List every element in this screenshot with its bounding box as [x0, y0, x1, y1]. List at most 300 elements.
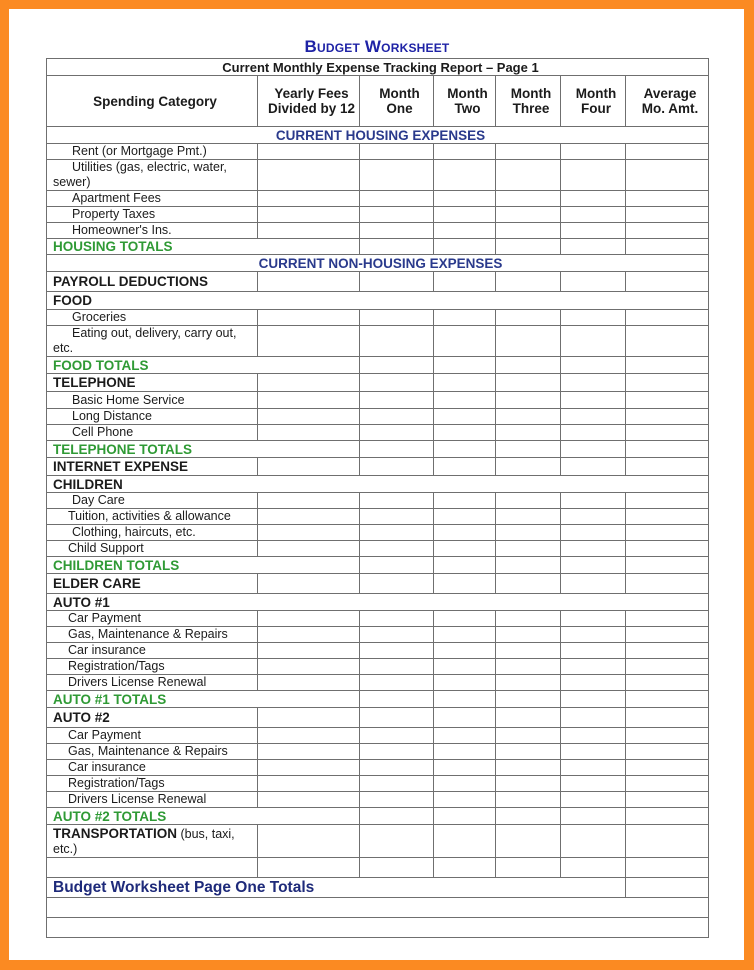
- cell-month-four[interactable]: [561, 191, 626, 207]
- report-title: Current Monthly Expense Tracking Report – Page 1: [47, 59, 709, 76]
- totals-row-children: [47, 557, 709, 574]
- row-label: Drivers License Renewal: [47, 792, 258, 808]
- col-header-month-one: Month One: [360, 76, 434, 127]
- cell-yearly[interactable]: [258, 509, 360, 525]
- cell-month-four[interactable]: [561, 659, 626, 675]
- cell-month-two[interactable]: [434, 223, 496, 239]
- row-label: Cell Phone: [47, 425, 258, 441]
- group-header-auto-2: [47, 708, 709, 728]
- cell-month-four[interactable]: [561, 392, 626, 409]
- cell-month-four[interactable]: [561, 691, 626, 708]
- cell-month-three[interactable]: [496, 326, 561, 357]
- totals-label: HOUSING TOTALS: [47, 239, 360, 255]
- cell-yearly[interactable]: [258, 675, 360, 691]
- cell-month-three[interactable]: [496, 691, 561, 708]
- cell-month-one[interactable]: [360, 643, 434, 659]
- cell-month-one[interactable]: [360, 392, 434, 409]
- cell-month-two[interactable]: [434, 509, 496, 525]
- cell-average[interactable]: [626, 627, 709, 643]
- table-row: [47, 509, 709, 525]
- cell-month-three[interactable]: [496, 643, 561, 659]
- cell-month-one[interactable]: [360, 509, 434, 525]
- cell-month-four[interactable]: [561, 409, 626, 425]
- col-header-month-three: Month Three: [496, 76, 561, 127]
- row-label: Day Care: [47, 493, 258, 509]
- group-label: TELEPHONE: [47, 374, 258, 392]
- cell-yearly[interactable]: [258, 374, 360, 392]
- cell-yearly[interactable]: [258, 776, 360, 792]
- cell-month-four[interactable]: [561, 441, 626, 458]
- cell-month-four[interactable]: [561, 525, 626, 541]
- column-header-row: [47, 76, 709, 127]
- cell-average[interactable]: [626, 144, 709, 160]
- cell-average[interactable]: [626, 409, 709, 425]
- cell-month-one[interactable]: [360, 675, 434, 691]
- row-label: Registration/Tags: [47, 659, 258, 675]
- cell-month-four[interactable]: [561, 744, 626, 760]
- cell-yearly[interactable]: [258, 392, 360, 409]
- cell-month-three[interactable]: [496, 557, 561, 574]
- cell-month-three[interactable]: [496, 458, 561, 476]
- cell-month-three[interactable]: [496, 223, 561, 239]
- cell-average[interactable]: [626, 541, 709, 557]
- cell-month-three[interactable]: [496, 858, 561, 878]
- cell-month-one[interactable]: [360, 191, 434, 207]
- cell-month-three[interactable]: [496, 392, 561, 409]
- cell-yearly[interactable]: [258, 744, 360, 760]
- cell-month-three[interactable]: [496, 509, 561, 525]
- row-label: Groceries: [47, 310, 258, 326]
- cell-month-two[interactable]: [434, 675, 496, 691]
- cell-yearly[interactable]: [258, 493, 360, 509]
- cell-month-two[interactable]: [434, 160, 496, 191]
- cell-yearly[interactable]: [258, 574, 360, 594]
- group-label: CHILDREN: [47, 476, 709, 493]
- blank-cell[interactable]: [47, 918, 709, 938]
- cell-month-two[interactable]: [434, 272, 496, 292]
- cell-month-three[interactable]: [496, 191, 561, 207]
- cell-yearly[interactable]: [258, 728, 360, 744]
- cell-month-three[interactable]: [496, 760, 561, 776]
- cell-month-one[interactable]: [360, 207, 434, 223]
- cell-month-four[interactable]: [561, 144, 626, 160]
- cell-month-four[interactable]: [561, 557, 626, 574]
- cell-month-two[interactable]: [434, 392, 496, 409]
- cell-average[interactable]: [626, 728, 709, 744]
- cell-month-three[interactable]: [496, 574, 561, 594]
- cell-month-one[interactable]: [360, 744, 434, 760]
- table-row-transportation: [47, 825, 709, 858]
- section-title: CURRENT HOUSING EXPENSES: [47, 127, 709, 144]
- table-row: [47, 493, 709, 509]
- cell-average[interactable]: [626, 223, 709, 239]
- cell-month-two[interactable]: [434, 574, 496, 594]
- cell-month-four[interactable]: [561, 627, 626, 643]
- cell-month-two[interactable]: [434, 441, 496, 458]
- cell-month-three[interactable]: [496, 425, 561, 441]
- table-row: [47, 326, 709, 357]
- cell-average[interactable]: [626, 392, 709, 409]
- cell-yearly[interactable]: [258, 223, 360, 239]
- cell-average[interactable]: [626, 160, 709, 191]
- cell-month-one[interactable]: [360, 627, 434, 643]
- cell-month-two[interactable]: [434, 825, 496, 858]
- row-label: Tuition, activities & allowance: [47, 509, 258, 525]
- cell-month-four[interactable]: [561, 792, 626, 808]
- cell-average[interactable]: [626, 691, 709, 708]
- cell-month-one[interactable]: [360, 691, 434, 708]
- row-label: Registration/Tags: [47, 776, 258, 792]
- cell-month-one[interactable]: [360, 272, 434, 292]
- blank-row: [47, 898, 709, 918]
- cell-month-four[interactable]: [561, 858, 626, 878]
- table-row: [47, 223, 709, 239]
- cell-average[interactable]: [626, 509, 709, 525]
- cell-average[interactable]: [626, 792, 709, 808]
- cell-month-two[interactable]: [434, 728, 496, 744]
- totals-row-food: [47, 357, 709, 374]
- row-label: Eating out, delivery, carry out, etc.: [47, 326, 258, 357]
- cell-month-two[interactable]: [434, 776, 496, 792]
- cell-month-two[interactable]: [434, 792, 496, 808]
- cell-month-four[interactable]: [561, 776, 626, 792]
- cell-month-two[interactable]: [434, 239, 496, 255]
- table-row: [47, 776, 709, 792]
- cell-month-one[interactable]: [360, 425, 434, 441]
- cell-yearly[interactable]: [258, 611, 360, 627]
- cell-month-three[interactable]: [496, 792, 561, 808]
- cell-month-two[interactable]: [434, 374, 496, 392]
- cell-average[interactable]: [626, 207, 709, 223]
- cell-average[interactable]: [626, 659, 709, 675]
- cell-month-three[interactable]: [496, 144, 561, 160]
- cell-average[interactable]: [626, 191, 709, 207]
- cell-month-two[interactable]: [434, 357, 496, 374]
- col-header-average: Average Mo. Amt.: [626, 76, 709, 127]
- row-label[interactable]: [47, 858, 258, 878]
- cell-month-three[interactable]: [496, 825, 561, 858]
- cell-month-two[interactable]: [434, 760, 496, 776]
- cell-month-three[interactable]: [496, 441, 561, 458]
- row-label: Car insurance: [47, 643, 258, 659]
- cell-month-four[interactable]: [561, 760, 626, 776]
- cell-average[interactable]: [626, 441, 709, 458]
- cell-yearly[interactable]: [258, 525, 360, 541]
- cell-grand-total-average[interactable]: [626, 878, 709, 898]
- cell-average[interactable]: [626, 239, 709, 255]
- cell-yearly[interactable]: [258, 191, 360, 207]
- cell-month-one[interactable]: [360, 760, 434, 776]
- cell-month-three[interactable]: [496, 493, 561, 509]
- cell-average[interactable]: [626, 557, 709, 574]
- row-label: Rent (or Mortgage Pmt.): [47, 144, 258, 160]
- cell-month-four[interactable]: [561, 643, 626, 659]
- cell-month-four[interactable]: [561, 374, 626, 392]
- col-header-yearly: Yearly Fees Divided by 12: [258, 76, 360, 127]
- cell-month-two[interactable]: [434, 611, 496, 627]
- cell-month-one[interactable]: [360, 441, 434, 458]
- cell-month-two[interactable]: [434, 691, 496, 708]
- table-row: [47, 792, 709, 808]
- cell-month-two[interactable]: [434, 541, 496, 557]
- cell-average[interactable]: [626, 357, 709, 374]
- cell-average[interactable]: [626, 858, 709, 878]
- cell-month-one[interactable]: [360, 160, 434, 191]
- cell-average[interactable]: [626, 458, 709, 476]
- cell-month-four[interactable]: [561, 675, 626, 691]
- cell-month-three[interactable]: [496, 541, 561, 557]
- cell-month-two[interactable]: [434, 808, 496, 825]
- cell-average[interactable]: [626, 425, 709, 441]
- blank-row: [47, 918, 709, 938]
- cell-yearly[interactable]: [258, 708, 360, 728]
- cell-month-two[interactable]: [434, 191, 496, 207]
- section-title: CURRENT NON-HOUSING EXPENSES: [47, 255, 709, 272]
- cell-month-four[interactable]: [561, 425, 626, 441]
- cell-month-three[interactable]: [496, 776, 561, 792]
- cell-month-two[interactable]: [434, 425, 496, 441]
- cell-average[interactable]: [626, 760, 709, 776]
- section-band-non-housing: [47, 255, 709, 272]
- cell-month-one[interactable]: [360, 776, 434, 792]
- cell-yearly[interactable]: [258, 144, 360, 160]
- cell-month-two[interactable]: [434, 643, 496, 659]
- cell-month-four[interactable]: [561, 509, 626, 525]
- cell-month-three[interactable]: [496, 272, 561, 292]
- cell-month-four[interactable]: [561, 493, 626, 509]
- cell-month-three[interactable]: [496, 744, 561, 760]
- cell-yearly[interactable]: [258, 627, 360, 643]
- cell-month-one[interactable]: [360, 239, 434, 255]
- grand-total-label: Budget Worksheet Page One Totals: [47, 878, 626, 898]
- row-label: Car insurance: [47, 760, 258, 776]
- cell-month-one[interactable]: [360, 792, 434, 808]
- cell-month-four[interactable]: [561, 310, 626, 326]
- page-title: Budget Worksheet: [304, 37, 450, 56]
- cell-average[interactable]: [626, 744, 709, 760]
- cell-month-three[interactable]: [496, 627, 561, 643]
- cell-month-four[interactable]: [561, 223, 626, 239]
- cell-month-one[interactable]: [360, 223, 434, 239]
- row-label: Utilities (gas, electric, water, sewer): [47, 160, 258, 191]
- cell-yearly[interactable]: [258, 760, 360, 776]
- table-row-blank: [47, 858, 709, 878]
- group-header-auto-1: [47, 594, 709, 611]
- cell-month-three[interactable]: [496, 675, 561, 691]
- totals-label: FOOD TOTALS: [47, 357, 360, 374]
- cell-yearly[interactable]: [258, 326, 360, 357]
- cell-month-two[interactable]: [434, 708, 496, 728]
- cell-month-one[interactable]: [360, 144, 434, 160]
- table-row-internet: [47, 458, 709, 476]
- cell-month-four[interactable]: [561, 574, 626, 594]
- cell-month-one[interactable]: [360, 374, 434, 392]
- cell-yearly[interactable]: [258, 825, 360, 858]
- cell-month-one[interactable]: [360, 326, 434, 357]
- cell-month-one[interactable]: [360, 310, 434, 326]
- cell-month-three[interactable]: [496, 357, 561, 374]
- cell-month-two[interactable]: [434, 659, 496, 675]
- cell-yearly[interactable]: [258, 643, 360, 659]
- cell-month-three[interactable]: [496, 525, 561, 541]
- group-header-food: [47, 292, 709, 310]
- cell-month-three[interactable]: [496, 659, 561, 675]
- cell-average[interactable]: [626, 611, 709, 627]
- cell-month-four[interactable]: [561, 160, 626, 191]
- report-title-row: [47, 59, 709, 76]
- blank-cell[interactable]: [47, 898, 709, 918]
- group-label: AUTO #2: [47, 708, 258, 728]
- totals-row-telephone: [47, 441, 709, 458]
- cell-month-one[interactable]: [360, 409, 434, 425]
- cell-yearly[interactable]: [258, 425, 360, 441]
- cell-month-two[interactable]: [434, 858, 496, 878]
- totals-label: AUTO #2 TOTALS: [47, 808, 360, 825]
- cell-average[interactable]: [626, 825, 709, 858]
- group-label: FOOD: [47, 292, 709, 310]
- cell-month-one[interactable]: [360, 541, 434, 557]
- col-header-category: Spending Category: [47, 76, 258, 127]
- totals-row-auto-1: [47, 691, 709, 708]
- cell-yearly[interactable]: [258, 659, 360, 675]
- cell-month-three[interactable]: [496, 310, 561, 326]
- cell-average[interactable]: [626, 310, 709, 326]
- table-row: [47, 659, 709, 675]
- table-row: [47, 525, 709, 541]
- table-row: [47, 675, 709, 691]
- cell-yearly[interactable]: [258, 409, 360, 425]
- row-label: Clothing, haircuts, etc.: [47, 525, 258, 541]
- table-row: [47, 425, 709, 441]
- cell-month-four[interactable]: [561, 239, 626, 255]
- table-row: [47, 160, 709, 191]
- cell-month-four[interactable]: [561, 357, 626, 374]
- cell-average[interactable]: [626, 643, 709, 659]
- cell-month-four[interactable]: [561, 611, 626, 627]
- cell-month-four[interactable]: [561, 708, 626, 728]
- cell-month-three[interactable]: [496, 160, 561, 191]
- cell-month-one[interactable]: [360, 557, 434, 574]
- totals-label: CHILDREN TOTALS: [47, 557, 360, 574]
- group-header-children: [47, 476, 709, 493]
- cell-month-four[interactable]: [561, 207, 626, 223]
- row-label: INTERNET EXPENSE: [47, 458, 258, 476]
- cell-month-one[interactable]: [360, 574, 434, 594]
- row-label: ELDER CARE: [47, 574, 258, 594]
- cell-month-one[interactable]: [360, 708, 434, 728]
- cell-month-two[interactable]: [434, 310, 496, 326]
- cell-month-three[interactable]: [496, 239, 561, 255]
- cell-yearly[interactable]: [258, 310, 360, 326]
- col-header-month-four: Month Four: [561, 76, 626, 127]
- table-row: [47, 191, 709, 207]
- cell-month-one[interactable]: [360, 357, 434, 374]
- cell-month-three[interactable]: [496, 728, 561, 744]
- cell-yearly[interactable]: [258, 792, 360, 808]
- totals-row-auto-2: [47, 808, 709, 825]
- table-row: [47, 728, 709, 744]
- cell-average[interactable]: [626, 326, 709, 357]
- cell-month-four[interactable]: [561, 825, 626, 858]
- cell-month-three[interactable]: [496, 374, 561, 392]
- cell-month-three[interactable]: [496, 708, 561, 728]
- table-row: [47, 760, 709, 776]
- row-label: Homeowner's Ins.: [47, 223, 258, 239]
- cell-yearly[interactable]: [258, 207, 360, 223]
- cell-month-one[interactable]: [360, 525, 434, 541]
- cell-month-one[interactable]: [360, 825, 434, 858]
- cell-average[interactable]: [626, 675, 709, 691]
- cell-month-two[interactable]: [434, 144, 496, 160]
- cell-month-two[interactable]: [434, 627, 496, 643]
- cell-month-one[interactable]: [360, 458, 434, 476]
- cell-month-one[interactable]: [360, 808, 434, 825]
- cell-month-one[interactable]: [360, 493, 434, 509]
- cell-month-two[interactable]: [434, 326, 496, 357]
- cell-month-four[interactable]: [561, 458, 626, 476]
- cell-average[interactable]: [626, 272, 709, 292]
- section-band-housing: [47, 127, 709, 144]
- cell-average[interactable]: [626, 374, 709, 392]
- cell-month-one[interactable]: [360, 659, 434, 675]
- row-label: Drivers License Renewal: [47, 675, 258, 691]
- table-row: [47, 744, 709, 760]
- cell-average[interactable]: [626, 776, 709, 792]
- transportation-label: TRANSPORTATION: [53, 825, 177, 841]
- cell-month-two[interactable]: [434, 458, 496, 476]
- row-label: Property Taxes: [47, 207, 258, 223]
- table-row: [47, 392, 709, 409]
- table-row: [47, 611, 709, 627]
- cell-yearly[interactable]: [258, 858, 360, 878]
- cell-month-two[interactable]: [434, 207, 496, 223]
- cell-average[interactable]: [626, 708, 709, 728]
- cell-month-four[interactable]: [561, 728, 626, 744]
- cell-month-four[interactable]: [561, 326, 626, 357]
- cell-yearly[interactable]: [258, 458, 360, 476]
- cell-month-four[interactable]: [561, 808, 626, 825]
- cell-month-three[interactable]: [496, 207, 561, 223]
- cell-yearly[interactable]: [258, 272, 360, 292]
- row-label: Car Payment: [47, 611, 258, 627]
- cell-yearly[interactable]: [258, 541, 360, 557]
- cell-month-two[interactable]: [434, 409, 496, 425]
- cell-average[interactable]: [626, 808, 709, 825]
- cell-month-one[interactable]: [360, 611, 434, 627]
- cell-month-two[interactable]: [434, 493, 496, 509]
- group-header-telephone: [47, 374, 709, 392]
- row-label: Long Distance: [47, 409, 258, 425]
- cell-month-four[interactable]: [561, 272, 626, 292]
- cell-month-one[interactable]: [360, 858, 434, 878]
- cell-average[interactable]: [626, 525, 709, 541]
- row-label: [47, 825, 258, 858]
- cell-yearly[interactable]: [258, 160, 360, 191]
- cell-month-two[interactable]: [434, 744, 496, 760]
- cell-average[interactable]: [626, 493, 709, 509]
- table-row-elder-care: [47, 574, 709, 594]
- cell-month-three[interactable]: [496, 808, 561, 825]
- table-row: [47, 207, 709, 223]
- cell-month-one[interactable]: [360, 728, 434, 744]
- cell-average[interactable]: [626, 574, 709, 594]
- cell-month-two[interactable]: [434, 557, 496, 574]
- cell-month-three[interactable]: [496, 611, 561, 627]
- cell-month-four[interactable]: [561, 541, 626, 557]
- table-row: [47, 643, 709, 659]
- cell-month-three[interactable]: [496, 409, 561, 425]
- cell-month-two[interactable]: [434, 525, 496, 541]
